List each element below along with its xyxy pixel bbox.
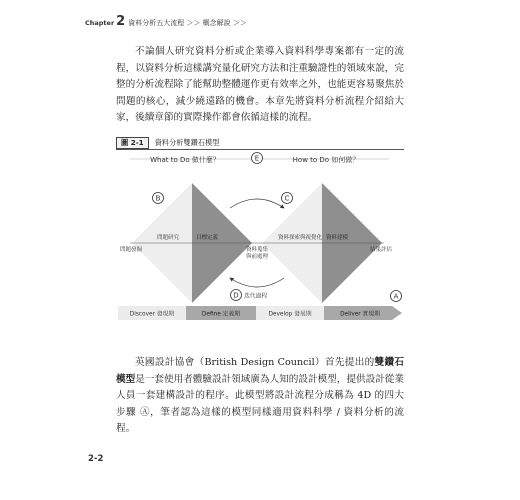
paragraph-2-bold-term: 雙鑽石模型 [116, 357, 404, 385]
figure-label [116, 137, 219, 149]
iterative-process-label: 迭代過程 [244, 293, 268, 300]
circle-a-label: A [393, 292, 399, 301]
iterate-forward-arrow [230, 199, 284, 208]
double-diamond-diagram [112, 150, 408, 332]
how-to-do-label: How to Do 如何做？ [292, 156, 360, 164]
double-diamond-paragraph [116, 355, 404, 438]
chapter-header [85, 14, 247, 29]
circle-d-label: D [233, 291, 239, 300]
chapter-title: 資料分析五大流程 ＞＞ 概念解說 ＞＞ [128, 19, 247, 27]
goal-definition-label: 目標定義 [196, 235, 219, 241]
phase-discover-label: Discover 發現期 [129, 311, 175, 318]
phase-define-label: Define 定義期 [201, 311, 241, 318]
explore-visualize-label: 資料探索與視覺化 [278, 235, 323, 241]
circle-e-label: E [254, 154, 260, 163]
problem-discovery-label: 問題發掘 [120, 247, 143, 253]
paragraph-2-part-2: 是一套使用者體驗設計領域廣為人知的設計模型，提供設計從業人員一套建構設計的程序。此模型將設計流程分成稱為 4D 的四大步驟 Ⓐ，筆者認為這樣的模型同樣適用資料科學 / 資料分析的流程。 [116, 373, 405, 435]
phase-develop-label: Develop 發展期 [268, 311, 312, 318]
page-number: 2-2 [88, 454, 104, 464]
figure-caption: 資料分析雙鑽石模型 [154, 138, 220, 147]
problem-research-label: 問題研究 [157, 235, 180, 241]
data-modeling-label: 資料建模 [326, 235, 349, 241]
chapter-word: Chapter [85, 19, 115, 27]
data-collect-label-1: 資料蒐集 [245, 247, 269, 253]
result-evaluation-label: 結果評估 [370, 247, 393, 253]
data-collect-label-2: 與前處理 [245, 254, 269, 260]
figure-number: 圖 2-1 [116, 137, 149, 149]
circle-b-label: B [155, 194, 161, 203]
phase-deliver-label: Deliver 實現期 [340, 311, 380, 318]
intro-paragraph: 不論個人研究資料分析或企業導入資料科學專案都有一定的流程，以資料分析這樣講究量化研究方法和注重驗證性的領域來說，完整的分析流程除了能幫助整體運作更有效率之外，也能更容易聚焦於問題的核心，減少繞遠路的機會。本章先將資料分析流程介紹給大家，後續章節的實際操作都會依循這樣的流程。 [116, 46, 404, 124]
circle-c-label: C [284, 194, 290, 203]
what-to-do-label: What to Do 做什麼？ [150, 156, 220, 164]
chapter-number: 2 [116, 14, 126, 29]
paragraph-2-part-1: 英國設計協會（British Design Council）首先提出的 [135, 357, 375, 368]
iterate-back-arrow [230, 278, 284, 287]
